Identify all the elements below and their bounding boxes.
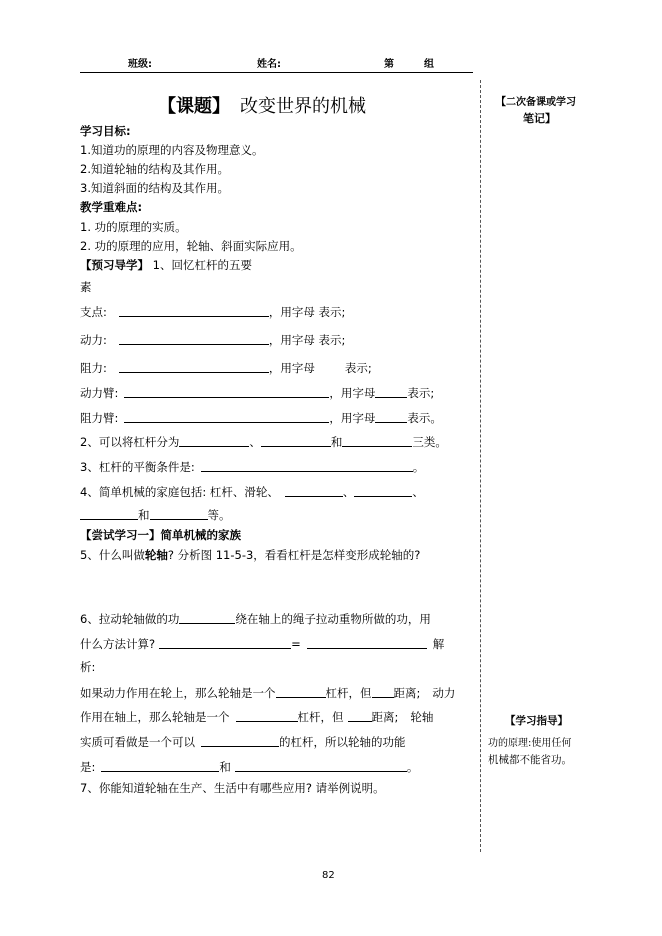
preview-q1-cont: 素 (80, 280, 92, 294)
fill-blank[interactable] (150, 508, 208, 520)
question-6-analysis: 析: (80, 660, 96, 674)
q6-text: 6、拉动轮轴做的功 (80, 612, 180, 626)
fill-blank[interactable] (348, 710, 372, 722)
page-title (158, 92, 366, 118)
resistance-arm-label: 阻力臂: (80, 411, 119, 425)
q4-and: 和 (138, 508, 150, 522)
fill-blank[interactable] (179, 612, 235, 624)
guide-line-1: 功的原理:使用任何 (488, 738, 572, 749)
fill-blank[interactable] (307, 637, 427, 649)
effort-row (80, 332, 345, 348)
analysis-text: 实质可看做是一个可以 (80, 735, 195, 749)
fill-blank[interactable] (342, 435, 412, 447)
q5-bold: 轮轴 (144, 548, 168, 562)
zu-label: 组 (424, 59, 434, 70)
analysis-line-3 (80, 734, 406, 750)
express-text: 表示; (318, 305, 346, 319)
letter-text: ，用字母 (329, 386, 376, 400)
fill-blank[interactable] (80, 508, 138, 520)
attempt-heading (80, 527, 241, 543)
analysis-line-2 (80, 709, 433, 725)
q4-end: 等。 (207, 508, 231, 522)
guide-heading: 【学习指导】 (505, 715, 568, 727)
letter-text: ，用字母 (268, 361, 315, 375)
effort-arm-row (80, 385, 434, 401)
fill-blank[interactable] (236, 710, 298, 722)
q6-text-4: 解 (432, 637, 445, 651)
column-divider (480, 80, 481, 852)
title-text: 改变世界的机械 (240, 96, 366, 117)
analysis-text: 杠杆，但 (297, 710, 344, 724)
analysis-line-1 (80, 685, 455, 701)
preview-q1: 1、回忆杠杆的五要 (152, 258, 252, 272)
fulcrum-row (80, 304, 345, 320)
key-point-item: 2. 功的原理的应用，轮轴、斜面实际应用。 (80, 239, 302, 253)
fill-blank[interactable] (372, 686, 394, 698)
notes-heading-line-2: 笔记】 (523, 112, 556, 125)
q3-text: 3、杠杆的平衡条件是: (80, 460, 195, 474)
fill-blank[interactable] (354, 485, 412, 497)
resistance-label: 阻力: (80, 361, 107, 375)
question-6-cont (80, 636, 444, 652)
fill-blank[interactable] (159, 637, 291, 649)
notes-heading-line-1: 【二次备课或学习 (496, 97, 576, 108)
key-points-heading: 教学重难点: (80, 200, 143, 214)
attempt-text: 简单机械的家族 (160, 528, 241, 542)
fill-blank[interactable] (375, 411, 407, 423)
fill-blank[interactable] (179, 435, 249, 447)
q4-sep: 、 (412, 485, 424, 499)
letter-text: ，用字母 (268, 305, 315, 319)
q5-text-2: ? 分析图 11-5-3，看看杠杆是怎样变形成轮轴的? (167, 548, 421, 562)
key-point-item: 1. 功的原理的实质。 (80, 220, 187, 234)
q6-eq: = (291, 637, 301, 651)
objective-item: 3.知道斜面的结构及其作用。 (80, 181, 229, 195)
analysis-text: 和 (219, 760, 231, 774)
express-text: 表示; (344, 361, 372, 375)
preview-tag: 【预习导学】 (80, 258, 149, 272)
guide-line-2: 机械都不能省功。 (488, 754, 572, 766)
fill-blank[interactable] (201, 735, 279, 747)
question-7: 7、你能知道轮轴在生产、生活中有哪些应用? 请举例说明。 (80, 781, 385, 795)
analysis-text: 距离; (371, 710, 399, 724)
header-rule (80, 72, 473, 73)
fill-blank[interactable] (201, 460, 413, 472)
analysis-line-4 (80, 759, 418, 775)
fill-blank[interactable] (101, 760, 219, 772)
fill-blank[interactable] (119, 305, 269, 317)
preview-line (80, 257, 252, 273)
q6-text-3: 什么方法计算? (80, 637, 156, 651)
letter-text: ，用字母 (329, 411, 376, 425)
analysis-text: 。 (406, 760, 419, 774)
analysis-text: 杠杆，但 (325, 686, 372, 700)
objective-item: 2.知道轮轴的结构及其作用。 (80, 162, 229, 176)
fill-blank[interactable] (276, 686, 326, 698)
analysis-text: 的杠杆，所以轮轴的功能 (279, 735, 406, 749)
fill-blank[interactable] (375, 386, 407, 398)
question-2 (80, 434, 447, 450)
analysis-text: 动力 (432, 686, 456, 700)
fill-blank[interactable] (235, 760, 407, 772)
fill-blank[interactable] (119, 333, 269, 345)
fill-blank[interactable] (124, 411, 329, 423)
q2-sep: 、 (249, 435, 261, 449)
q4-text: 4、简单机械的家庭包括: 杠杆、滑轮、 (80, 485, 279, 499)
q3-end: 。 (412, 460, 425, 474)
objective-item: 1.知道功的原理的内容及物理意义。 (80, 143, 264, 157)
fill-blank[interactable] (119, 361, 269, 373)
effort-arm-label: 动力臂: (80, 386, 119, 400)
q2-end: 三类。 (412, 435, 447, 449)
di-label: 第 (384, 59, 394, 70)
question-4-cont (80, 507, 231, 523)
question-4 (80, 484, 424, 500)
analysis-text: 轮轴 (410, 710, 434, 724)
fill-blank[interactable] (285, 485, 343, 497)
question-6 (80, 611, 431, 627)
analysis-text: 距离; (393, 686, 421, 700)
express-text: 表示; (407, 386, 435, 400)
resistance-arm-row (80, 410, 442, 426)
fill-blank[interactable] (124, 386, 329, 398)
q6-text-2: 绕在轴上的绳子拉动重物所做的功，用 (235, 612, 431, 626)
q2-text: 2、可以将杠杆分为 (80, 435, 180, 449)
fulcrum-label: 支点: (80, 305, 107, 319)
objectives-heading: 学习目标: (80, 124, 131, 138)
resistance-row (80, 360, 372, 376)
express-text: 表示; (318, 333, 346, 347)
name-label: 姓名: (257, 59, 281, 70)
express-text: 表示。 (407, 411, 442, 425)
analysis-text: 作用在轴上，那么轮轴是一个 (80, 710, 230, 724)
effort-label: 动力: (80, 333, 107, 347)
q2-and: 和 (330, 435, 343, 449)
analysis-text: 如果动力作用在轮上，那么轮轴是一个 (80, 686, 276, 700)
q4-sep: 、 (342, 485, 355, 499)
q5-text: 5、什么叫做 (80, 548, 145, 562)
class-label: 班级: (128, 59, 152, 70)
attempt-tag: 【尝试学习一】 (80, 528, 161, 542)
fill-blank[interactable] (261, 435, 331, 447)
title-tag: 【课题】 (158, 96, 230, 117)
page-number: 82 (322, 870, 335, 881)
letter-text: ，用字母 (268, 333, 315, 347)
question-5 (80, 547, 420, 563)
question-3 (80, 459, 424, 475)
analysis-text: 是: (80, 760, 96, 774)
